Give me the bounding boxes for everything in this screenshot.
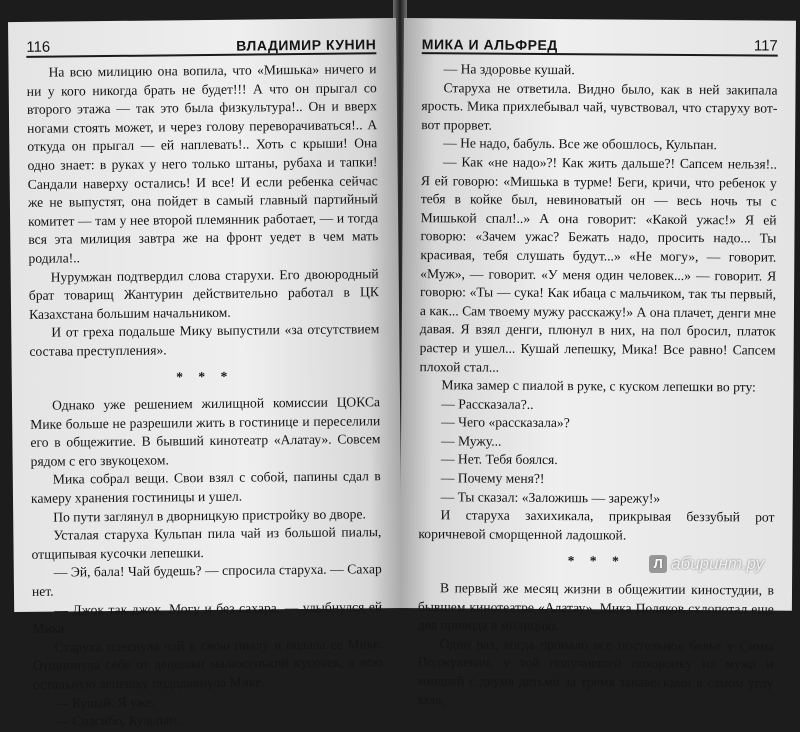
paragraph: В первый же месяц жизни в общежитии киностудии, в бывшем кинотеатре «Алатау», Мика Поляков схлопотал еще два привода в милицию.: [417, 580, 775, 634]
paragraph: — Спасибо, Кульпан.: [55, 712, 180, 729]
paragraph: — Чего «рассказала»?: [441, 414, 570, 431]
paragraph: Нурумжан подтвердил слова старухи. Его двоюродный брат товарищ Жантурин действительно работал в ЦК Казахстана большим начальником.: [28, 265, 379, 322]
left-page: [8, 18, 402, 729]
paragraph: Один раз, когда пропало все постельное белье у Симы Поджукевич, у той получившей похоронку на мужа и жившей с двумя детьми за тремя занавесками в самом углу зала,: [417, 636, 774, 707]
paragraph: — Как «не надо»?! Как жить дальше?! Сапсем нельзя!.. Я ей говорю: «Мишька в турме! Беги, кричи, что ребенок у тебя в койке был, невиноватый он — весь ночь ты с Мишькой спал!..» А она говорит: «Какой ужас!» Я ей говорю: «Зачем ужас? Бежать надо, просить надо... Ты красивая, тебя слушать будут...» «Не могу», — говорит. «Муж», — говорит. «У меня один человек...» — говорит. Я говорю: «Ты — сука! Как ибаца с мальчиком, так ты первый, а как... Сам твоему мужу расскажу!» А она плачет, денги мне давая. Я взял денги, плюнул в них, на пол бросил, платок растер и ушел... Кушай лепешку, Мика! Все равно! Сапсем плохой стал...: [419, 154, 778, 375]
paragraph: Старуха плеснула чай в свою пиалу и подала ее Мике. Отщипнула себе от лепешки малюсенький кусочек, а всю остальную лепешку пододвинула Мике.: [32, 635, 383, 692]
section-break: * * *: [567, 553, 625, 569]
paragraph: — На здоровье кушай.: [443, 61, 575, 78]
paragraph: — Ты сказал: «Заложишь — зарежу!»: [440, 488, 661, 506]
right-page-header: [422, 18, 778, 56]
left-page-header: [26, 18, 376, 58]
paragraph: Старуха не ответила. Видно было, как в ней закипала ярость. Мика прихлебывал чай, чувствовал, что старуху вот-вот прорвет.: [421, 79, 778, 133]
paragraph: — Почему меня?!: [440, 470, 545, 487]
paragraph: — Кушай. Я уже.: [55, 694, 156, 711]
labirint-logo-icon: Л: [649, 555, 667, 573]
paragraph: — Джок так джок. Могу и без сахара, — улыбнулся ей Мика.: [32, 598, 383, 637]
right-page: [400, 18, 796, 707]
paragraph: — Не надо, бабуль. Все же обошлось, Кульпан.: [443, 135, 718, 153]
right-page-body: [417, 60, 778, 712]
labirint-watermark: [649, 554, 764, 574]
paragraph: Мика собрал вещи. Свои взял с собой, папины сдал в камеру хранения гостиницы и ушел.: [30, 468, 381, 506]
right-page-number: 117: [753, 37, 778, 55]
paragraph: И старуха захихикала, прикрывая беззубый рот коричневой сморщенной ладошкой.: [418, 507, 775, 543]
section-break: * * *: [176, 368, 234, 384]
left-page-number: 116: [26, 38, 51, 56]
paragraph: И от греха подальше Мику выпустили «за отсутствием состава преступления».: [29, 321, 380, 359]
right-running-head: МИКА И АЛЬФРЕД: [421, 36, 558, 54]
paragraph: — Мужу...: [440, 433, 502, 449]
left-page-body: [26, 60, 383, 731]
paragraph: — Эй, бала! Чай будешь? — спросила старуха. — Сахар нет.: [31, 561, 382, 599]
paragraph: Однако уже решением жилищной комиссии ЦОКСа Мике больше не разрешили жить в гостинице и переселили его в общежитие. В бывший кинотеатр «Алатау». Совсем рядом с его звукоцехом.: [30, 394, 381, 469]
paragraph: По пути заглянул в дворницкую пристройку во дворе.: [53, 505, 366, 525]
left-running-head: ВЛАДИМИР КУНИН: [236, 36, 377, 54]
paragraph: Мика замер с пиалой в руке, с куском лепешки во рту:: [441, 377, 756, 395]
paragraph: Усталая старуха Кульпан пила чай из большой пиалы, отщипывая кусочки лепешки.: [31, 524, 382, 562]
paragraph: — Нет. Тебя боялся.: [440, 451, 558, 468]
watermark-text: абиринт.ру: [671, 554, 764, 573]
paragraph: — Рассказала?..: [441, 395, 534, 412]
paragraph: На всю милицию она вопила, что «Мишька» ничего и ни у кого никогда брать не будет!!! А что он прыгал со второго этажа — так это была физкультура!.. Он и вверх ногами стоять может, и через голову переворачиваться!.. А откуда он прыгал — ей наплевать!.. Хоть с крыши! Она одно знает: в руках у него только штаны, рубаха и тапки! Сандали наверху остались! И все! И если ребенка сейчас же не выпустят, она пойдет в самый главный партийный комитет — там у нее второй племянник работает, — и тогда вся эта милиция завтра же на фронт уедет в чем мать родила!..: [26, 61, 379, 266]
